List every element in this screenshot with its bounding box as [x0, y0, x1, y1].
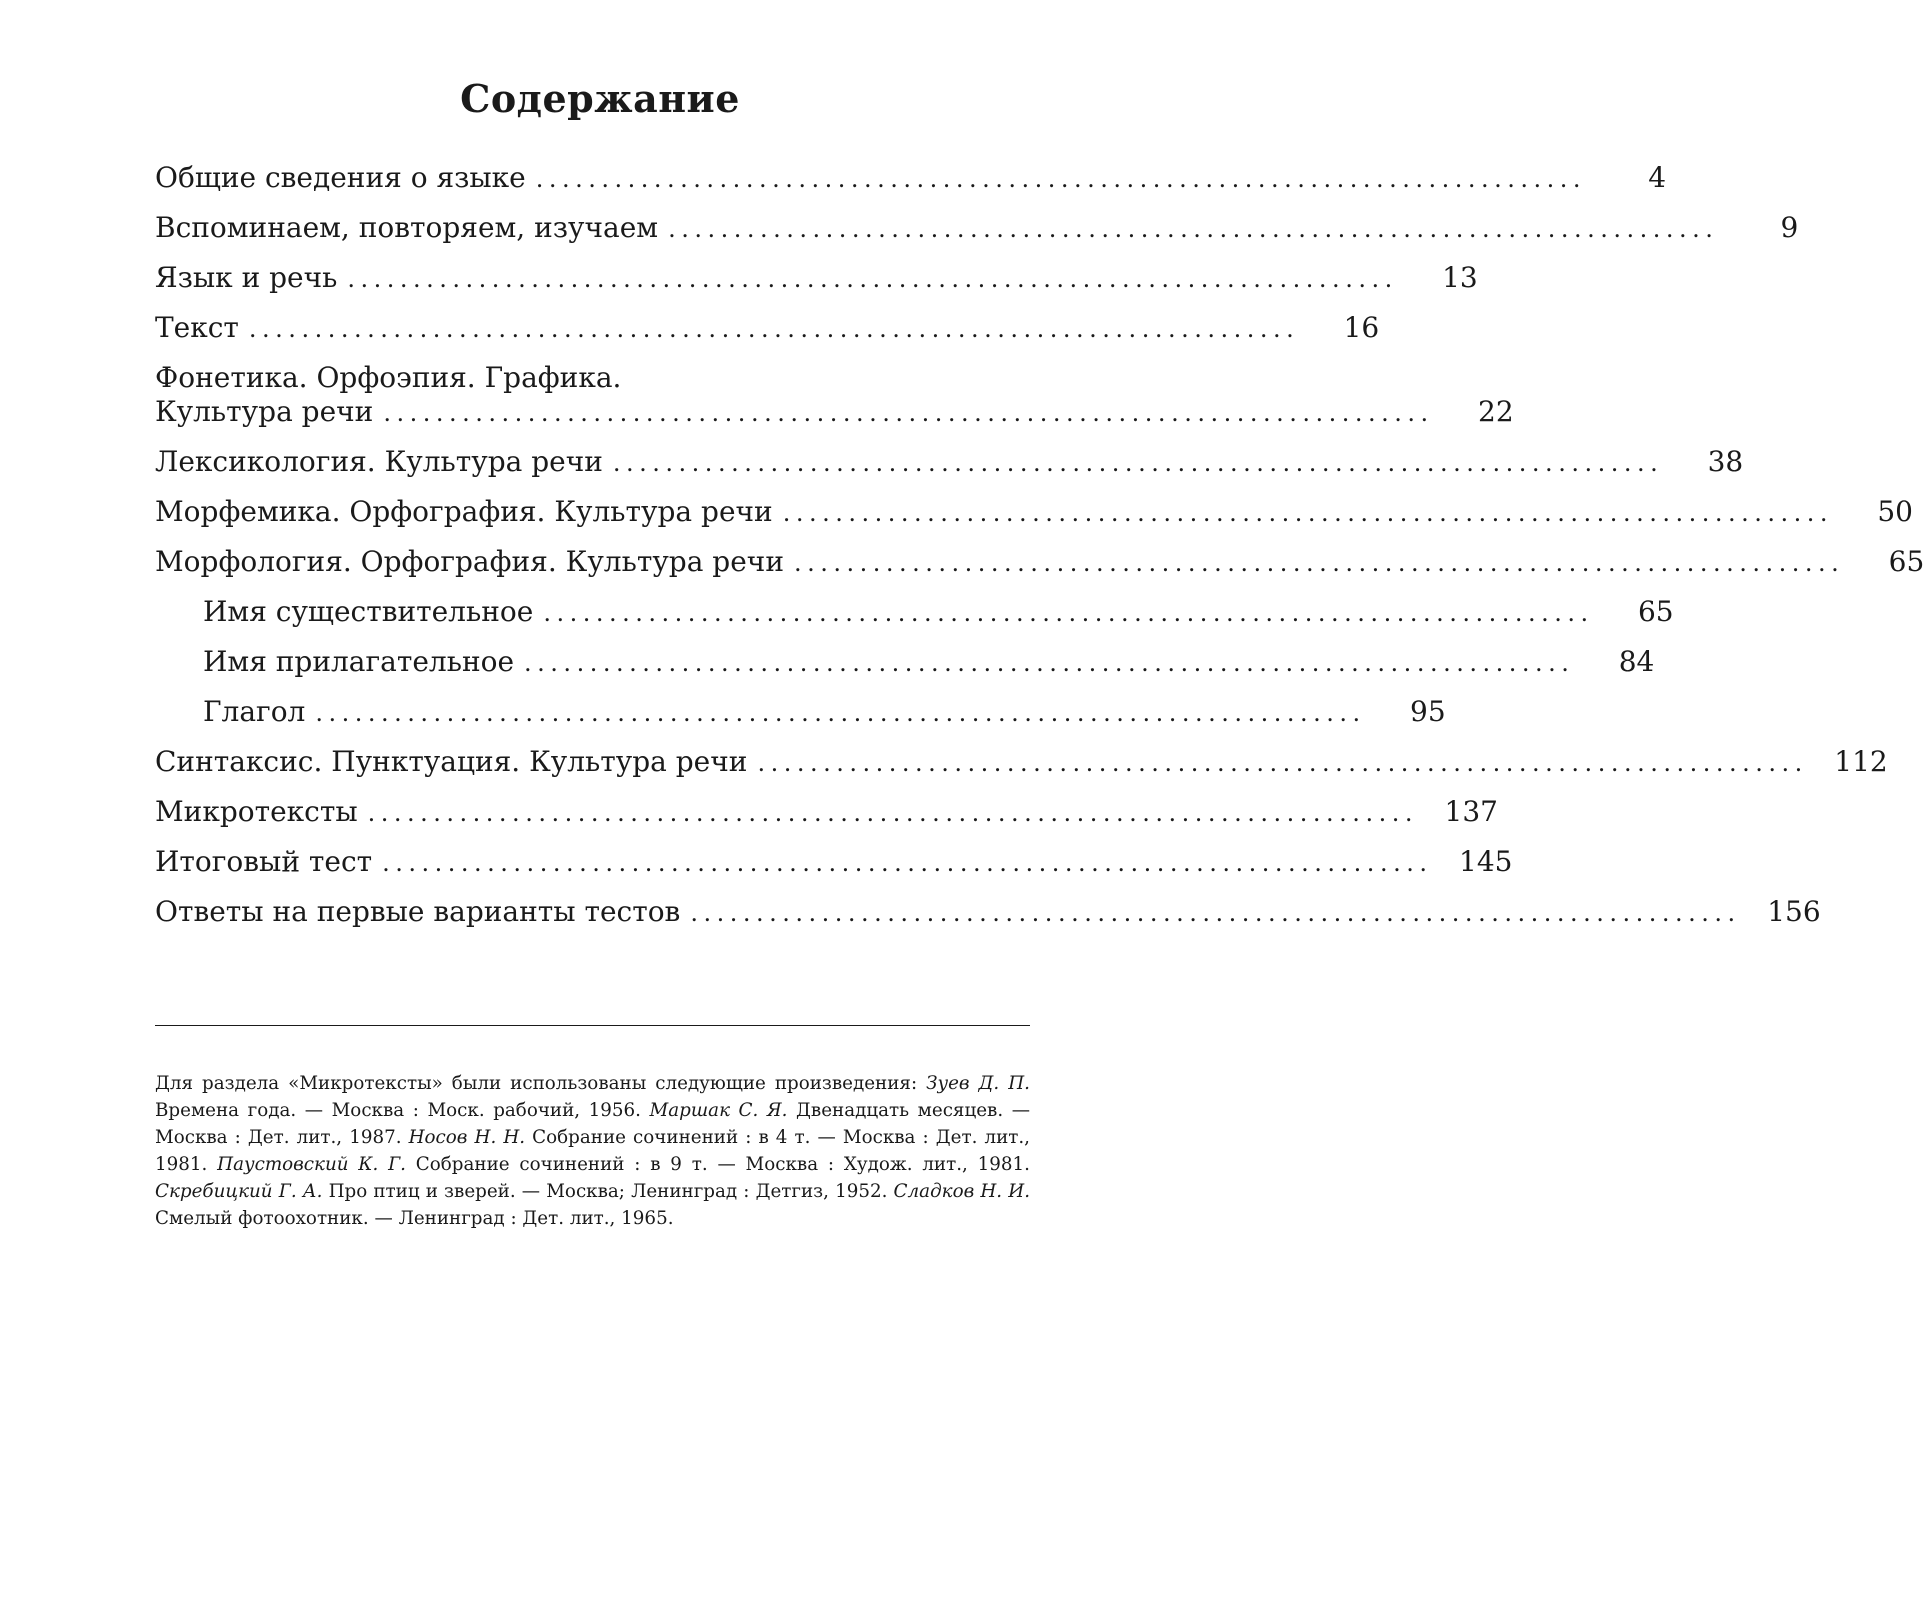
- toc-entry: [155, 837, 1513, 887]
- toc-entry-page: 13: [1442, 261, 1478, 294]
- toc-entry: [155, 887, 1821, 937]
- toc-leader-dots: ................................................................................: [248, 315, 1300, 343]
- toc-entry-page: 65: [1637, 595, 1674, 628]
- toc-entry-page: 4: [1648, 161, 1667, 194]
- toc-leader-dots: ................................................................................: [367, 799, 1418, 827]
- source-author: Маршак С. Я.: [649, 1100, 788, 1121]
- toc-entry-page: 137: [1444, 795, 1498, 828]
- source-author: Носов Н. Н.: [408, 1127, 526, 1148]
- footnote: [155, 1070, 1030, 1232]
- source-details: Времена года. — Москва : Моск. рабочий, 1956.: [155, 1100, 650, 1121]
- toc-entry-label: Язык и речь: [155, 261, 338, 294]
- toc-entry: [155, 587, 1674, 637]
- toc-leader-dots: ................................................................................: [524, 649, 1575, 677]
- toc-entry: [155, 153, 1667, 203]
- toc-entry-label: Итоговый тест: [155, 845, 373, 878]
- toc-entry: [155, 303, 1380, 353]
- toc-leader-dots: ................................................................................: [668, 215, 1719, 243]
- toc-leader-dots: ................................................................................: [382, 849, 1433, 877]
- toc-entry: [155, 437, 1744, 487]
- toc-leader-dots: ................................................................................: [383, 399, 1434, 427]
- toc-entry-label: Ответы на первые варианты тестов: [155, 895, 681, 928]
- toc-entry-label: Синтаксис. Пунктуация. Культура речи: [155, 745, 748, 778]
- toc-entry: [155, 203, 1799, 253]
- toc-entry-page: 22: [1478, 395, 1514, 428]
- toc-entry: [155, 487, 1913, 537]
- toc-entry-page: 95: [1410, 695, 1446, 728]
- toc-entry-page: 38: [1707, 445, 1744, 478]
- toc-entry-label: Имя существительное: [203, 595, 534, 628]
- source-details: Смелый фотоохотник. — Ленинград : Дет. лит., 1965.: [155, 1208, 674, 1229]
- source-author: Паустовский К. Г.: [217, 1154, 406, 1175]
- toc-entry-label: Лексикология. Культура речи: [155, 445, 603, 478]
- toc-entry-page: 156: [1767, 895, 1821, 928]
- source-author: Скребицкий Г. А.: [155, 1181, 323, 1202]
- toc-entry-page: 65: [1888, 545, 1924, 578]
- toc-entry-page: 9: [1780, 211, 1799, 244]
- source-details: Собрание сочинений : в 9 т. — Москва : Худож. лит., 1981.: [405, 1154, 1030, 1175]
- source-details: Про птиц и зверей. — Москва; Ленинград : Детгиз, 1952.: [322, 1181, 894, 1202]
- toc-entry-label: Глагол: [203, 695, 306, 728]
- page-title: Содержание: [460, 76, 740, 121]
- toc-leader-dots: ................................................................................: [612, 449, 1664, 477]
- toc-entry-label: Текст: [155, 311, 239, 344]
- toc-entry: [155, 687, 1446, 737]
- toc-entry: [155, 253, 1478, 303]
- toc-entry: [155, 737, 1888, 787]
- toc-entry: [155, 353, 1514, 437]
- toc-entry-label: Микротексты: [155, 795, 358, 828]
- toc-leader-dots: ................................................................................: [757, 749, 1808, 777]
- footnote-divider: [155, 1025, 1030, 1026]
- toc-leader-dots: ................................................................................: [690, 899, 1741, 927]
- toc-entry-label: Морфология. Орфография. Культура речи: [155, 545, 784, 578]
- toc-entry-label: Морфемика. Орфография. Культура речи: [155, 495, 773, 528]
- toc-entry-page: 16: [1343, 311, 1380, 344]
- table-of-contents: [155, 153, 1924, 937]
- toc-leader-dots: ................................................................................: [782, 499, 1833, 527]
- toc-entry-page: 112: [1834, 745, 1888, 778]
- toc-entry-label: Культура речи: [155, 395, 374, 428]
- toc-leader-dots: ................................................................................: [543, 599, 1594, 627]
- toc-entry: [155, 637, 1655, 687]
- toc-entry-page: 84: [1618, 645, 1655, 678]
- toc-leader-dots: ................................................................................: [315, 699, 1366, 727]
- toc-leader-dots: ................................................................................: [347, 265, 1398, 293]
- toc-entry: [155, 537, 1924, 587]
- toc-entry-page: 50: [1877, 495, 1913, 528]
- toc-entry-label: Общие сведения о языке: [155, 161, 526, 194]
- toc-entry: [155, 787, 1498, 837]
- toc-entry-page: 145: [1459, 845, 1513, 878]
- toc-leader-dots: ................................................................................: [535, 165, 1587, 193]
- toc-leader-dots: ................................................................................: [793, 549, 1845, 577]
- source-author: Сладков Н. И.: [893, 1181, 1031, 1202]
- toc-entry-label: Вспоминаем, повторяем, изучаем: [155, 211, 659, 244]
- toc-entry-label: Имя прилагательное: [203, 645, 515, 678]
- source-details: Собрание сочинений : в 4 т. — Москва : Дет. лит., 1981.: [155, 1127, 1030, 1175]
- source-author: Зуев Д. П.: [926, 1073, 1030, 1094]
- footnote-intro: Для раздела «Микротексты» были использованы следующие произведения:: [155, 1073, 927, 1094]
- toc-entry-label-line1: Фонетика. Орфоэпия. Графика.: [155, 361, 622, 394]
- source-details: Двенадцать месяцев. — Москва : Дет. лит., 1987.: [155, 1100, 1030, 1148]
